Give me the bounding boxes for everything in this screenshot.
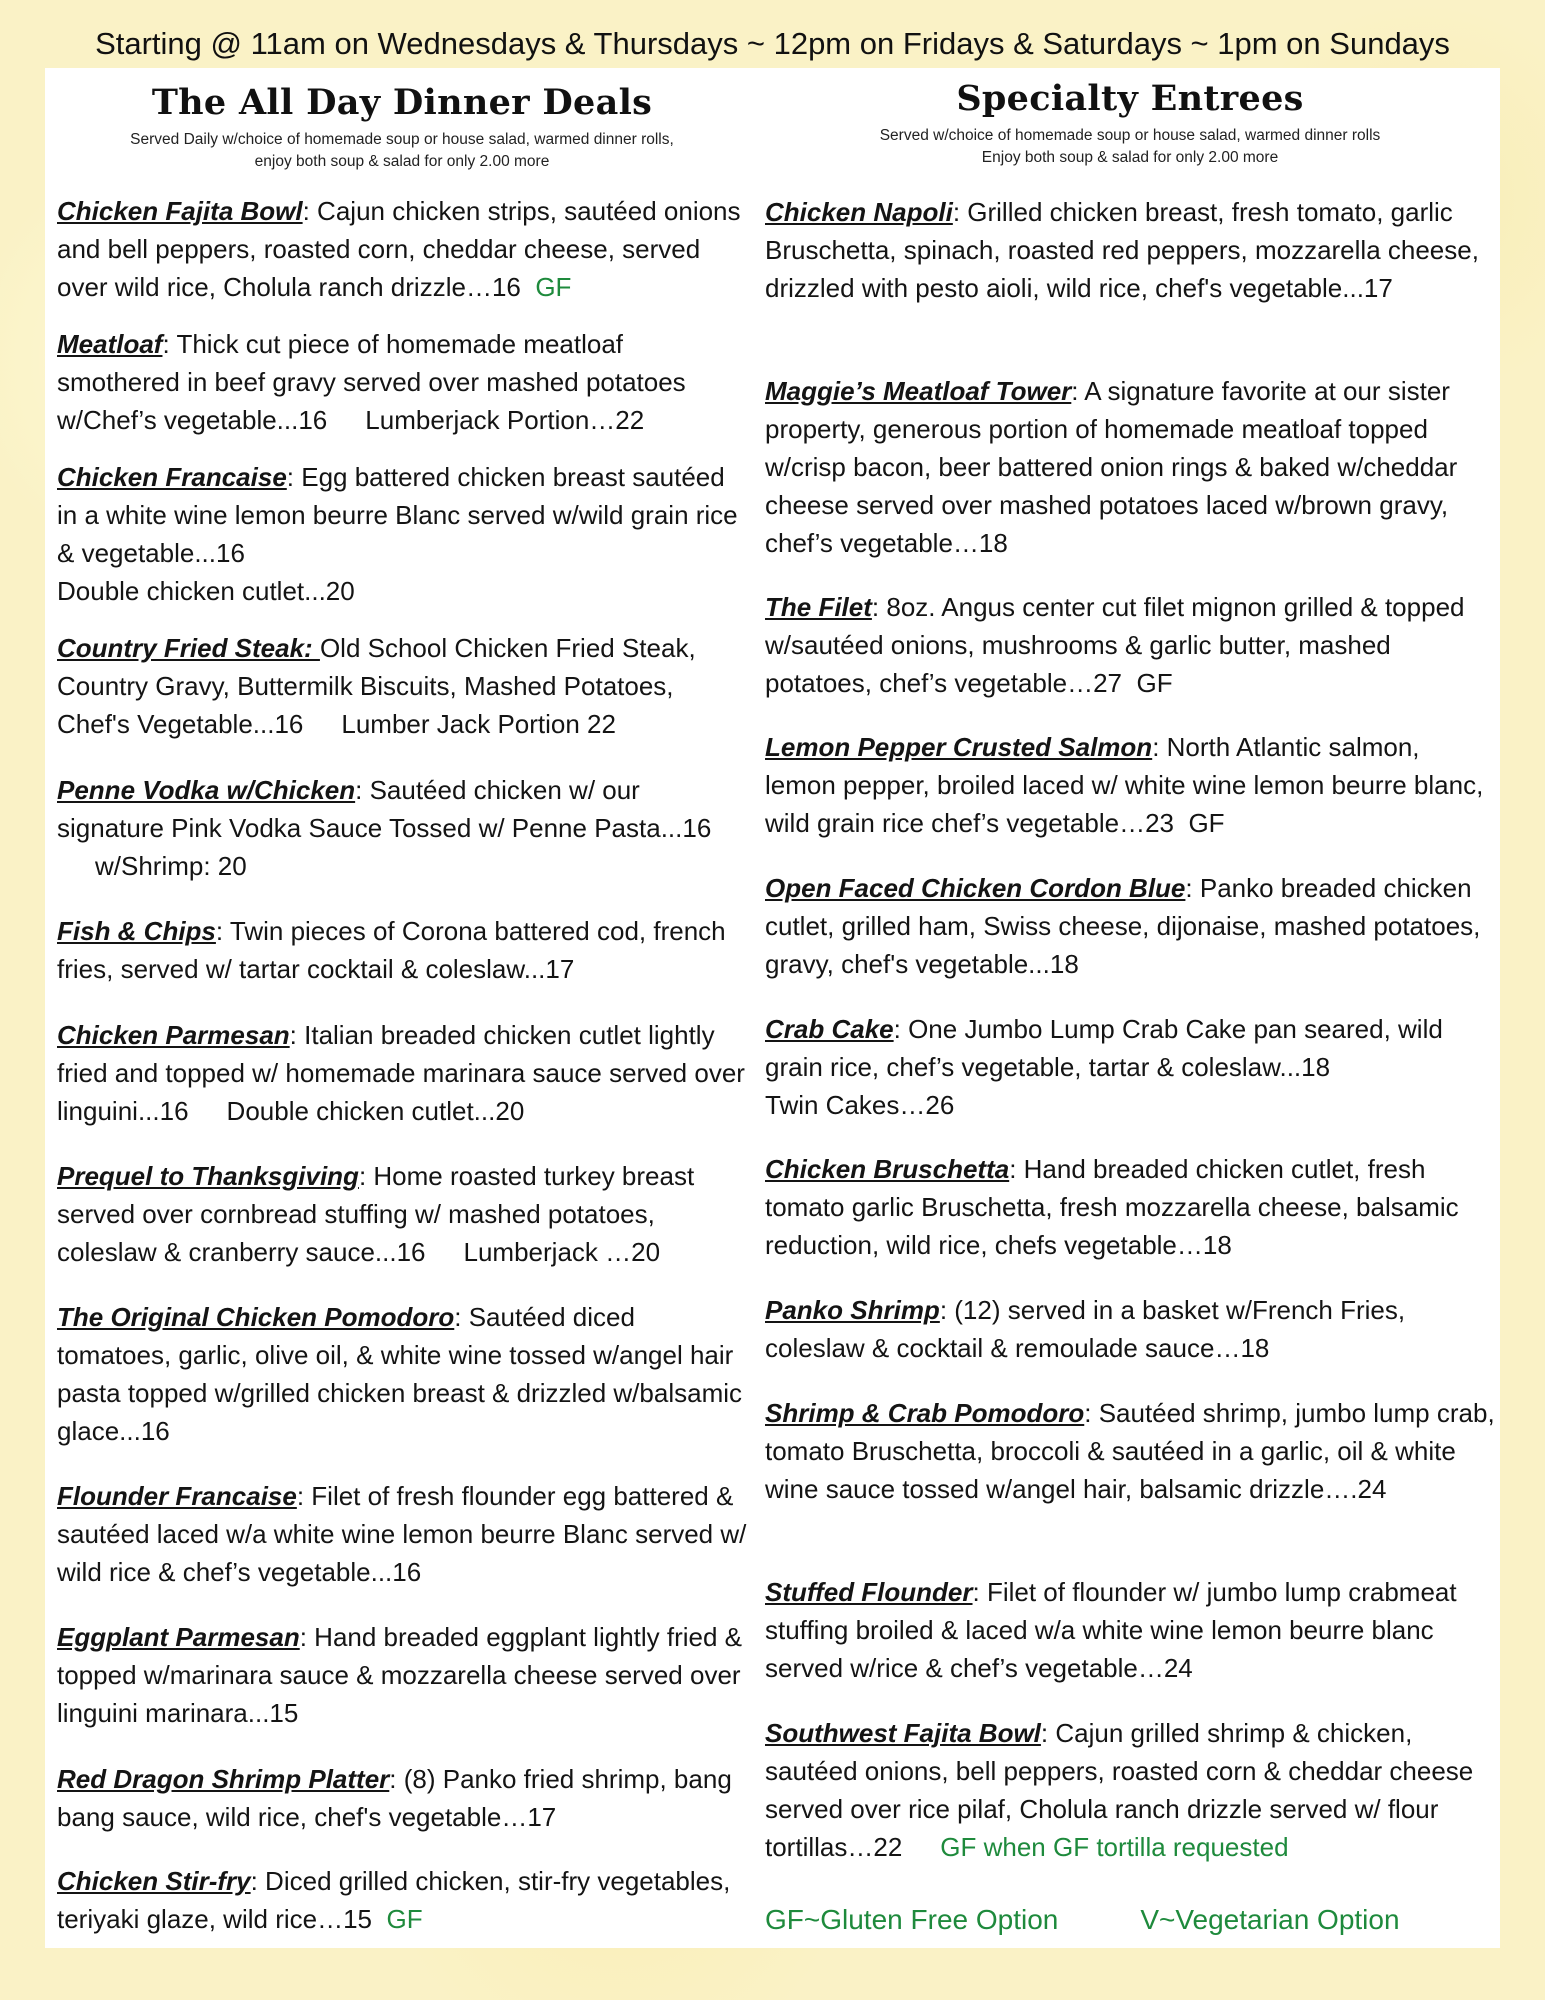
dietary-legend <box>765 1904 1400 1936</box>
menu-item-name: Red Dragon Shrimp Platter <box>57 1764 390 1794</box>
menu-item-name: Meatloaf <box>57 329 163 359</box>
menu-item-description: : Filet of fresh flounder egg battered & sautéed laced w/a white wine lemon beurre Blanc served w/ wild rice & chef’s vegetable...16 <box>57 1481 747 1587</box>
specialty-entrees-column <box>765 68 1495 1862</box>
menu-item-description: : (12) served in a basket w/French Fries, coleslaw & cocktail & remoulade sauce…18 <box>765 1295 1406 1363</box>
menu-item <box>765 869 1495 983</box>
menu-item-name: Lemon Pepper Crusted Salmon <box>765 732 1153 762</box>
menu-item-description: : Thick cut piece of homemade meatloaf smothered in beef gravy served over mashed potatoes w/Chef’s vegetable...16 <box>57 329 686 435</box>
menu-item-name: Maggie’s Meatloaf Tower <box>765 376 1072 406</box>
gluten-free-tag: GF <box>535 272 572 302</box>
specialty-entrees-subtitle-line-2: Enjoy both soup & salad for only 2.00 more <box>981 149 1279 166</box>
menu-item-name: The Filet <box>765 592 872 622</box>
menu-item-description: Old School Chicken Fried Steak, Country Gravy, Buttermilk Biscuits, Mashed Potatoes, Chef's Vegetable...16 <box>57 633 696 739</box>
menu-item <box>765 1394 1495 1508</box>
menu-item <box>765 588 1495 702</box>
specialty-entrees-subtitle-line-1: Served w/choice of homemade soup or house salad, warmed dinner rolls <box>879 127 1381 144</box>
menu-item-extra-portion: Double chicken cutlet...20 <box>226 1096 525 1126</box>
menu-item <box>765 193 1495 307</box>
menu-item-name: Country Fried Steak: <box>57 633 320 663</box>
dinner-deals-header <box>57 68 747 173</box>
menu-item-name: Eggplant Parmesan <box>57 1622 300 1652</box>
menu-item <box>57 1016 747 1130</box>
menu-item-name: Chicken Bruschetta <box>765 1154 1010 1184</box>
menu-item-description: : Home roasted turkey breast served over cornbread stuffing w/ mashed potatoes, coleslaw & cranberry sauce...16 <box>57 1161 695 1267</box>
menu-item <box>765 1010 1495 1124</box>
menu-item-name: Fish & Chips <box>57 916 216 946</box>
menu-item-description: : Twin pieces of Corona battered cod, french fries, served w/ tartar cocktail & coleslaw...17 <box>57 916 726 984</box>
menu-item-name: Chicken Parmesan <box>57 1020 290 1050</box>
menu-item <box>57 458 747 610</box>
specialty-entrees-subtitle <box>765 125 1495 169</box>
dinner-deals-column <box>57 68 747 1934</box>
menu-item-description: : Cajun chicken strips, sautéed onions and bell peppers, roasted corn, cheddar cheese, served over wild rice, Cholula ranch drizzle…16 <box>57 196 741 302</box>
menu-item <box>57 1618 747 1732</box>
menu-item-description: : Diced grilled chicken, stir-fry vegetables, teriyaki glaze, wild rice…15 <box>57 1866 731 1934</box>
menu-item-name: Chicken Fajita Bowl <box>57 196 303 226</box>
menu-item <box>57 1157 747 1271</box>
menu-item-description: : 8oz. Angus center cut filet mignon grilled & topped w/sautéed onions, mushrooms & garlic butter, mashed potatoes, chef’s vegetable…27 <box>765 592 1465 698</box>
menu-item-description: : Panko breaded chicken cutlet, grilled ham, Swiss cheese, dijonaise, mashed potatoes, gravy, chef's vegetable...18 <box>765 873 1481 979</box>
menu-item-description: : Cajun grilled shrimp & chicken, sautéed onions, bell peppers, roasted corn & cheddar cheese served over rice pilaf, Cholula ranch drizzle served w/ flour tortillas…22 <box>765 1718 1474 1862</box>
menu-item-description: : Sautéed shrimp, jumbo lump crab, tomato Bruschetta, broccoli & sautéed in a garlic, oil & white wine sauce tossed w/angel hair, balsamic drizzle….24 <box>765 1398 1495 1504</box>
menu-item-description: : Sautéed chicken w/ our signature Pink Vodka Sauce Tossed w/ Penne Pasta...16 <box>57 775 712 843</box>
menu-item <box>57 1760 747 1836</box>
gluten-free-tag: GF <box>1188 808 1225 838</box>
menu-item <box>57 1862 747 1938</box>
menu-item <box>57 192 747 306</box>
gluten-free-tag: GF <box>1136 668 1173 698</box>
menu-item <box>57 912 747 988</box>
dinner-deals-subtitle <box>57 129 747 173</box>
specialty-entrees-title: Specialty Entrees <box>956 78 1304 119</box>
menu-item-description: : North Atlantic salmon, lemon pepper, broiled laced w/ white wine lemon beurre blanc, wild grain rice chef’s vegetable…23 <box>765 732 1484 838</box>
menu-item-description: : A signature favorite at our sister property, generous portion of homemade meatloaf topped w/crisp bacon, beer battered onion rings & baked w/cheddar cheese served over mashed potatoes laced w/brown gravy, chef’s vegetable…18 <box>765 376 1458 558</box>
menu-item-description: : One Jumbo Lump Crab Cake pan seared, wild grain rice, chef’s vegetable, tartar & coleslaw...18 <box>765 1014 1443 1082</box>
menu-item-description: : Grilled chicken breast, fresh tomato, garlic Bruschetta, spinach, roasted red peppers, mozzarella cheese, drizzled with pesto aioli, wild rice, chef's vegetable...17 <box>765 197 1479 303</box>
menu-item-extra-portion: Lumberjack Portion…22 <box>365 405 645 435</box>
menu-item-name: Chicken Napoli <box>765 197 953 227</box>
menu-item <box>57 1298 747 1450</box>
specialty-entrees-header <box>765 68 1495 169</box>
menu-item-extra-portion: w/Shrimp: 20 <box>95 851 247 881</box>
menu-item <box>765 728 1495 842</box>
gluten-free-tag: GF when GF tortilla requested <box>940 1832 1289 1862</box>
menu-item <box>57 629 747 743</box>
menu-item-name: Prequel to Thanksgiving <box>57 1161 359 1191</box>
menu-item-description: : Sautéed diced tomatoes, garlic, olive oil, & white wine tossed w/angel hair pasta topped w/grilled chicken breast & drizzled w/balsamic glace...16 <box>57 1302 743 1446</box>
menu-item-name: Panko Shrimp <box>765 1295 940 1325</box>
menu-item-description: : Hand breaded chicken cutlet, fresh tomato garlic Bruschetta, fresh mozzarella cheese, balsamic reduction, wild rice, chefs vegetable…18 <box>765 1154 1459 1260</box>
menu-item-name: Open Faced Chicken Cordon Blue <box>765 873 1186 903</box>
menu-item-name: Chicken Stir-fry <box>57 1866 251 1896</box>
dinner-deals-subtitle-line-1: Served Daily w/choice of homemade soup or house salad, warmed dinner rolls, <box>130 131 674 148</box>
menu-item <box>57 1477 747 1591</box>
menu-item-extra-portion: Lumberjack …20 <box>463 1237 661 1267</box>
menu-item-extra-portion: Twin Cakes…26 <box>765 1090 955 1120</box>
menu-item-name: Penne Vodka w/Chicken <box>57 775 356 805</box>
dinner-deals-subtitle-line-2: enjoy both soup & salad for only 2.00 more <box>254 153 550 170</box>
menu-item-description: : (8) Panko fried shrimp, bang bang sauce, wild rice, chef's vegetable…17 <box>57 1764 732 1832</box>
menu-panel <box>45 68 1500 1948</box>
menu-item-name: The Original Chicken Pomodoro <box>57 1302 455 1332</box>
menu-item-description: : Egg battered chicken breast sautéed in a white wine lemon beurre Blanc served w/wild grain rice & vegetable...16 <box>57 462 738 568</box>
menu-item-name: Crab Cake <box>765 1014 894 1044</box>
menu-item-description: : Filet of flounder w/ jumbo lump crabmeat stuffing broiled & laced w/a white wine lemon beurre blanc served w/rice & chef’s vegetable…24 <box>765 1577 1457 1683</box>
menu-item <box>57 771 747 885</box>
menu-item <box>765 372 1495 562</box>
menu-item-extra-portion: Double chicken cutlet...20 <box>57 576 355 606</box>
schedule-banner: Starting @ 11am on Wednesdays & Thursdays ~ 12pm on Fridays & Saturdays ~ 1pm on Sundays <box>95 26 1450 61</box>
menu-item-extra-portion: Lumber Jack Portion 22 <box>341 709 616 739</box>
menu-item <box>765 1291 1495 1367</box>
menu-item-description: : Italian breaded chicken cutlet lightly fried and topped w/ homemade marinara sauce served over linguini...16 <box>57 1020 745 1126</box>
gluten-free-tag: GF <box>386 1904 423 1934</box>
menu-item-name: Chicken Francaise <box>57 462 287 492</box>
menu-item-name: Stuffed Flounder <box>765 1577 973 1607</box>
menu-item <box>765 1150 1495 1264</box>
menu-item-name: Flounder Francaise <box>57 1481 297 1511</box>
menu-item-description: : Hand breaded eggplant lightly fried & topped w/marinara sauce & mozzarella cheese served over linguini marinara...15 <box>57 1622 743 1728</box>
menu-item <box>765 1573 1495 1687</box>
dinner-deals-title: The All Day Dinner Deals <box>151 82 653 123</box>
menu-item-name: Southwest Fajita Bowl <box>765 1718 1041 1748</box>
menu-item <box>765 1714 1495 1866</box>
menu-item <box>57 325 747 439</box>
vegetarian-legend: V~Vegetarian Option <box>1140 1904 1400 1935</box>
gluten-free-legend: GF~Gluten Free Option <box>765 1904 1059 1935</box>
menu-item-name: Shrimp & Crab Pomodoro <box>765 1398 1085 1428</box>
